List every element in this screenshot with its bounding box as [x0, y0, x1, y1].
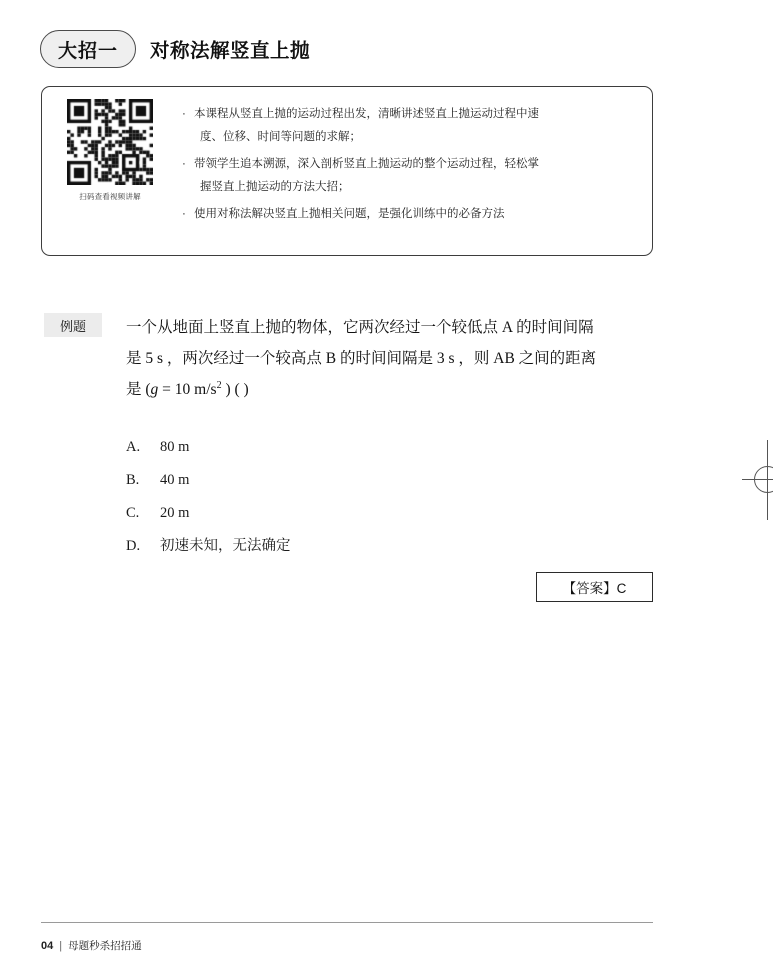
question-line-1: 一个从地面上竖直上抛的物体，它两次经过一个较低点 A 的时间间隔	[126, 319, 594, 336]
section-badge: 大招一	[40, 30, 136, 68]
example-tag: 例题	[44, 313, 102, 337]
page-number: 04	[41, 939, 54, 952]
course-bullet-list	[182, 103, 632, 230]
list-item-line2: 度、位移、时间等问题的求解；	[200, 131, 361, 143]
list-item	[182, 203, 632, 226]
question-line-3	[126, 374, 656, 405]
option-list	[126, 440, 576, 572]
page-title: 对称法解竖直上抛	[150, 40, 311, 62]
question-line-3-mid: = 10 m/s	[158, 381, 217, 398]
list-item	[182, 153, 632, 199]
footer	[41, 938, 142, 953]
qr-caption: 扫码查看视频讲解	[79, 192, 141, 201]
registration-circle	[754, 466, 773, 493]
list-item-line2: 握竖直上抛运动的方法大招；	[200, 181, 350, 193]
answer-badge: 【答案】C	[536, 572, 653, 602]
bullet-dot-icon: ·	[182, 108, 186, 120]
qr-block	[58, 99, 162, 202]
option-b[interactable]	[126, 473, 576, 506]
question-line-3-exponent: 2	[216, 379, 222, 391]
question-line-3-pre: 是 (	[126, 381, 151, 398]
option-c-text: 20 m	[160, 505, 190, 521]
bullet-dot-icon: ·	[182, 208, 186, 220]
registration-mark-icon	[742, 440, 773, 520]
option-d-text: 初速未知，无法确定	[160, 538, 291, 554]
bullet-dot-icon: ·	[182, 158, 186, 170]
list-item	[182, 103, 632, 149]
option-c-label: C.	[126, 505, 140, 521]
course-info-box	[41, 86, 653, 256]
question-line-3-post: ) ( )	[221, 381, 249, 398]
option-a-text: 80 m	[160, 439, 190, 455]
option-a-label: A.	[126, 439, 141, 455]
option-b-text: 40 m	[160, 472, 190, 488]
footer-separator: |	[59, 939, 63, 952]
gravity-symbol: g	[150, 381, 159, 398]
option-a[interactable]	[126, 440, 576, 473]
question-line-2: 是 5 s ，两次经过一个较高点 B 的时间间隔是 3 s ，则 AB 之间的距离	[126, 350, 597, 367]
footer-book-title: 母题秒杀招招通	[68, 940, 142, 952]
question-text	[126, 312, 656, 405]
list-item-line1: 带领学生追本溯源，深入剖析竖直上抛运动的整个运动过程，轻松掌	[194, 158, 539, 170]
qr-code-icon[interactable]	[67, 99, 153, 185]
section-heading	[40, 28, 660, 70]
list-item-line1: 使用对称法解决竖直上抛相关问题，是强化训练中的必备方法	[194, 208, 505, 220]
list-item-line1: 本课程从竖直上抛的运动过程出发，清晰讲述竖直上抛运动过程中速	[194, 108, 539, 120]
option-d-label: D.	[126, 538, 141, 554]
footer-divider	[41, 922, 653, 923]
option-d[interactable]	[126, 539, 576, 572]
option-b-label: B.	[126, 472, 140, 488]
option-c[interactable]	[126, 506, 576, 539]
